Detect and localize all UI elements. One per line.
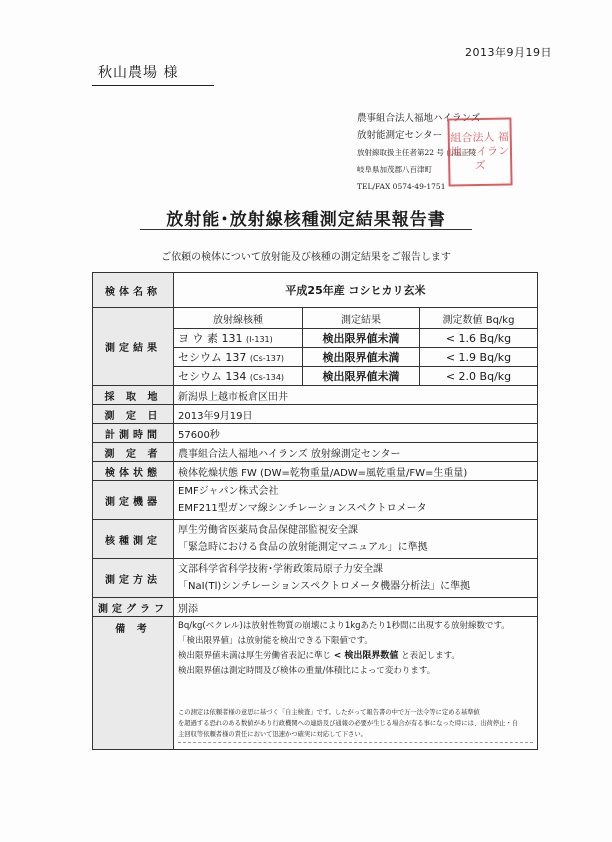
nuclide-code: (Cs-134) xyxy=(249,373,285,382)
notes-line: 検出限界値は測定時間及び検体の重量/体積比によって変わります。 xyxy=(178,666,436,676)
sampling-place-value: 新潟県上越市板倉区田井 xyxy=(174,386,538,405)
measurement-row-cs134 xyxy=(174,367,537,386)
method-standard: 「NaI(Tl)シンチレーションスペクトロメータ機器分析法」に準拠 xyxy=(178,581,471,592)
nuclide-name: セシウム 137 xyxy=(178,351,247,364)
measurement-table xyxy=(174,308,537,385)
sample-name-row xyxy=(93,273,538,308)
seal-text: 組合法人 福地 ハイランズ xyxy=(450,130,510,173)
nuclide-measurement-label: 核種測定 xyxy=(93,520,174,559)
disclaimer-line: を超過する恐れのある数値があり行政機関への連絡及び通報の必要が生じる場合が有る事になった時には、出荷停止・自 xyxy=(178,720,519,727)
measurer-value: 農事組合法人福地ハイランズ 放射線測定センター xyxy=(174,443,538,462)
measurer-row xyxy=(93,443,538,462)
method-label: 測定方法 xyxy=(93,559,174,598)
measurement-result: 検出限界値未満 xyxy=(303,329,420,348)
issuer-address: 岐阜県加茂郡八百津町 xyxy=(357,165,432,174)
measurement-result: 検出限界値未満 xyxy=(303,367,420,386)
issuer-center: 放射能測定センター xyxy=(357,130,443,141)
notes-emphasis: < 検出限界数値 xyxy=(333,651,399,661)
measurement-row xyxy=(93,308,538,386)
graph-row xyxy=(93,598,538,617)
device-model: EMF211型ガンマ線シンチレーションスペクトロメータ xyxy=(178,503,427,514)
notes-label: 備 考 xyxy=(93,617,174,750)
title-underline xyxy=(140,229,472,230)
notes-line: 検出限界値未満は厚生労働省表記に準じ xyxy=(178,651,332,661)
device-label: 測定機器 xyxy=(93,481,174,520)
measurement-time-value: 57600秒 xyxy=(174,424,538,443)
disclaimer-line: 主回収等依頼者様の責任において迅速かつ確実に対応して下さい。 xyxy=(178,731,367,738)
measurement-value: < 2.0 Bq/kg xyxy=(420,367,538,386)
measurement-date-label: 測 定 日 xyxy=(93,405,174,424)
disclaimer-divider xyxy=(178,742,533,743)
measurement-header-row xyxy=(174,308,537,329)
nuclide-name: ヨ ウ 素 131 xyxy=(178,332,243,345)
nuclide-measurement-row xyxy=(93,520,538,559)
nuclide-measurement-authority: 厚生労働省医薬局食品保健部監視安全課 xyxy=(178,525,358,536)
method-row xyxy=(93,559,538,598)
measurement-value: < 1.6 Bq/kg xyxy=(420,329,538,348)
notes-line: Bq/kg(ベクレル)は放射性物質の崩壊により1kgあたり1秒間に出現する放射線数です。 xyxy=(178,621,510,631)
issue-date: 2013年9月19日 xyxy=(465,46,552,59)
sampling-place-label: 採 取 地 xyxy=(93,386,174,405)
sample-state-row xyxy=(93,462,538,481)
nuclide-code: (Cs-137) xyxy=(249,354,285,363)
measurement-row-cs137 xyxy=(174,348,537,367)
report-subtitle: ご依頼の検体について放射能及び核種の測定結果をご報告します xyxy=(161,252,451,263)
disclaimer-line: この測定は依頼者様の意思に基づく「自主検査」です。したがって報告書の中で万一法令等に定める基準値 xyxy=(178,709,480,716)
method-authority: 文部科学省科学技術･学術政策局原子力安全課 xyxy=(178,564,383,575)
header-result: 測定結果 xyxy=(303,308,420,329)
issuer-officer: 放射線取扱主任者第22 号 山田正陵 xyxy=(357,148,477,157)
measurement-value: < 1.9 Bq/kg xyxy=(420,348,538,367)
sample-state-label: 検体状態 xyxy=(93,462,174,481)
measurement-label: 測定結果 xyxy=(93,308,174,386)
nuclide-measurement-manual: 「緊急時における食品の放射能測定マニュアル」に準拠 xyxy=(178,542,428,553)
measurement-time-label: 計測時間 xyxy=(93,424,174,443)
sample-name-value: 平成25年産 コシヒカリ玄米 xyxy=(174,273,538,308)
graph-value: 別添 xyxy=(174,598,538,617)
graph-label: 測定グラフ xyxy=(93,598,174,617)
sample-name-label: 検体名称 xyxy=(93,273,174,308)
measurement-time-row xyxy=(93,424,538,443)
issuer-phone: TEL/FAX 0574-49-1751 xyxy=(357,182,446,191)
red-seal-stamp xyxy=(447,117,512,186)
recipient-underline xyxy=(92,85,214,86)
device-row xyxy=(93,481,538,520)
nuclide-name: セシウム 134 xyxy=(178,370,247,383)
disclaimer xyxy=(178,707,533,747)
issuer-org: 農事組合法人福地ハイランズ xyxy=(357,113,481,124)
notes-line: 「検出限界値」は放射能を検出できる下限値です。 xyxy=(178,636,373,646)
measurement-row-i131 xyxy=(174,329,537,348)
measurer-label: 測 定 者 xyxy=(93,443,174,462)
notes-row xyxy=(93,617,538,750)
measurement-date-row xyxy=(93,405,538,424)
sampling-place-row xyxy=(93,386,538,405)
header-nuclide: 放射線核種 xyxy=(174,308,303,329)
report-title: 放射能･放射線核種測定結果報告書 xyxy=(166,210,446,230)
nuclide-code: (I-131) xyxy=(246,335,273,344)
measurement-date-value: 2013年9月19日 xyxy=(174,405,538,424)
recipient-name: 秋山農場 様 xyxy=(98,65,179,81)
device-maker: EMFジャパン株式会社 xyxy=(178,486,279,497)
header-value: 測定数値 Bq/kg xyxy=(420,308,538,329)
notes-line: と表記します。 xyxy=(401,651,460,661)
sample-state-value: 検体乾燥状態 FW (DW=乾物重量/ADW=風乾重量/FW=生重量) xyxy=(174,462,538,481)
measurement-result: 検出限界値未満 xyxy=(303,348,420,367)
report-table xyxy=(92,272,538,750)
